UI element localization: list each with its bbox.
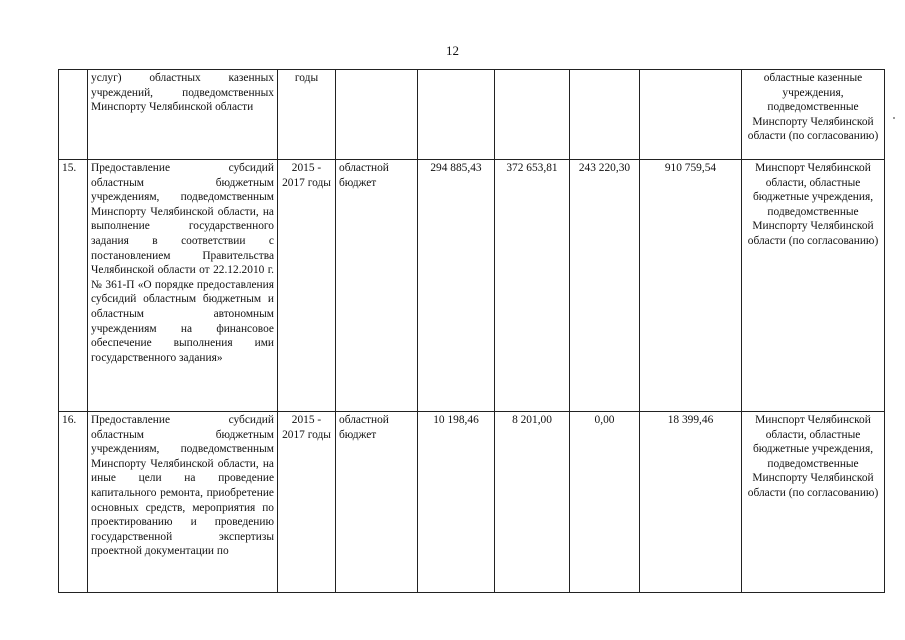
amount-total: 910 759,54	[640, 160, 742, 412]
row-number	[59, 70, 88, 160]
table-row	[59, 160, 885, 412]
implementation-years: годы	[278, 70, 336, 160]
executor: Минспорт Челябинской области, областные бюджетные учреждения, подведомственные Минспорту Челябинской области (по согласованию)	[742, 412, 885, 593]
funding-source: областной бюджет	[336, 412, 418, 593]
amount-2015	[418, 70, 495, 160]
amount-2017: 0,00	[570, 412, 640, 593]
amount-2016: 372 653,81	[495, 160, 570, 412]
amount-2016: 8 201,00	[495, 412, 570, 593]
scan-speck	[893, 117, 895, 119]
funding-source	[336, 70, 418, 160]
amount-2017	[570, 70, 640, 160]
table-row	[59, 412, 885, 593]
implementation-years: 2015 - 2017 годы	[278, 160, 336, 412]
amount-total: 18 399,46	[640, 412, 742, 593]
executor: областные казенные учреждения, подведомственные Минспорту Челябинской области (по согласованию)	[742, 70, 885, 160]
measure-description: Предоставление субсидий областным бюджетным учреждениям, подведомственным Минспорту Челябинской области, на иные цели на проведение капитального ремонта, приобретение основных средств, мероприятия по проектированию и проведению государственной экспертизы проектной документации по	[88, 412, 278, 593]
measure-description: услуг) областных казенных учреждений, подведомственных Минспорту Челябинской области	[88, 70, 278, 160]
amount-total	[640, 70, 742, 160]
amount-2015: 10 198,46	[418, 412, 495, 593]
amount-2016	[495, 70, 570, 160]
amount-2017: 243 220,30	[570, 160, 640, 412]
amount-2015: 294 885,43	[418, 160, 495, 412]
row-number: 15.	[59, 160, 88, 412]
measure-description: Предоставление субсидий областным бюджетным учреждениям, подведомственным Минспорту Челябинской области, на выполнение государственного задания в соответствии с постановлением Правительства Челябинской области от 22.12.2010 г. № 361-П «О порядке предоставления субсидий областным бюджетным и областным автономным учреждениям на финансовое обеспечение выполнения ими государственного задания»	[88, 160, 278, 412]
funding-source: областной бюджет	[336, 160, 418, 412]
row-number: 16.	[59, 412, 88, 593]
program-table	[58, 69, 885, 593]
executor: Минспорт Челябинской области, областные бюджетные учреждения, подведомственные Минспорту Челябинской области (по согласованию)	[742, 160, 885, 412]
implementation-years: 2015 - 2017 годы	[278, 412, 336, 593]
page-number: 12	[446, 43, 459, 58]
table-row	[59, 70, 885, 160]
